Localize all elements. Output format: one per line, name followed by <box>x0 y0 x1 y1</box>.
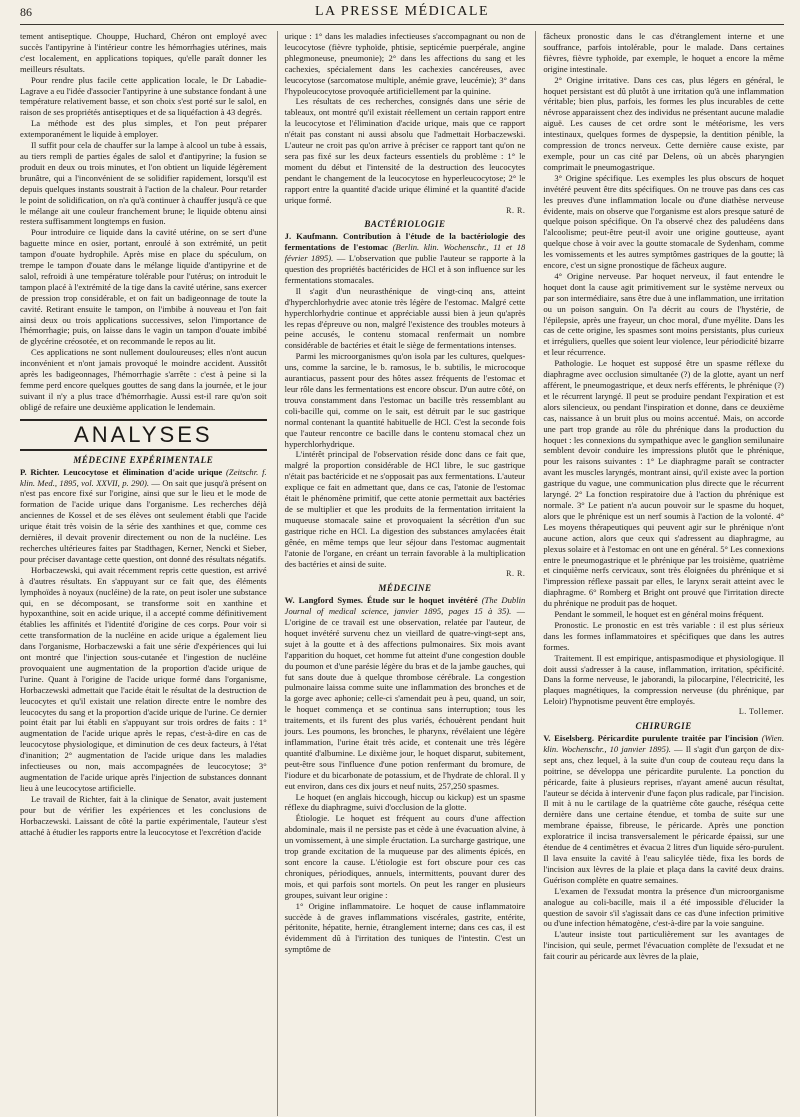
paragraph: 1° Origine inflammatoire. Le hoquet de cause inflammatoire succède à de graves inflammations viscérales, gastrite, entérite, péritonite, hépatite, hernie, étranglement interne; dans ces cas, il est évidemment dû à l'irritation des tuniques de l'intestin. C'est un symptôme de <box>284 900 526 955</box>
article-author: J. Kaufmann. <box>284 231 338 242</box>
paragraph: L'examen de l'exsudat montra la présence d'un microorganisme analogue au coli-bacille, mais il a été impossible d'élucider la question de savoir s'il s'agissait dans ce cas d'une infection primitive ou d'une infection hématogène, c'est-à-dire par la voie sanguine. <box>543 885 784 929</box>
paragraph: Le hoquet (en anglais hiccough, hiccup ou kickup) est un spasme réflexe du diaphragme, suivi d'occlusion de la glotte. <box>284 791 526 813</box>
paragraph: — L'observation que publie l'auteur se rapporte à la question des propriétés bactéricides de HCl et à son influence sur les fermentations stomacales. <box>284 253 526 285</box>
paragraph: Il suffit pour cela de chauffer sur la lampe à alcool un tube à essais, au tiers rempli de parties égales de salol et d'antipyrine; la fusion se produit en deux ou trois minutes, et l'on obtient un liquide légèrement brunâtre, qui a l'inconvénient de se solidifier rapidement, lorsqu'il est depuis quelques instants soustrait à l'action de la chaleur. Pour retarder le point de solidification, on n'a qu'à continuer à chauffer jusqu'à ce que le mélange ait une couleur franchement brune; le liquide obtenu ainsi restera suffisamment longtemps en fusion. <box>20 140 267 227</box>
article-source: (Berlin. klin. Wochenschr., 11 et 18 février 1895). <box>284 242 526 264</box>
article-title: Péricardite purulente traitée par l'incision <box>597 733 759 743</box>
paragraph: Ces applications ne sont nullement douloureuses; elles n'ont aucun inconvénient et n'ont jamais provoqué le moindre accident. Aussitôt après les badigeonnages, l'hémorrhagie s'arrête : c'est à peine si la femme perd encore quelques gouttes de sang dans la journée, et le jour suivant il n'y a plus trace d'hémorrhagie. Aussi est-il rare qu'on soit obligé de refaire une deuxième application le lendemain. <box>20 347 267 412</box>
article-heading <box>285 595 526 791</box>
subsection-heading: MÉDECINE <box>378 583 432 594</box>
section-title-analyses: ANALYSES <box>20 419 267 451</box>
article-heading <box>20 467 267 565</box>
column-left <box>20 31 267 1116</box>
article-author: V. Eiselsberg. <box>543 733 594 743</box>
paragraph: fâcheux pronostic dans le cas d'étranglement interne et une souffrance, parfois intolérable, pour le malade. Dans certaines fièvres, fièvre typhoïde, par exemple, le hoquet a encore la même origine intestinale. <box>543 31 784 74</box>
paragraph: 4° Origine nerveuse. Par hoquet nerveux, il faut entendre le hoquet dont la cause agit primitivement sur le système nerveux ou par son intermédiaire, sans être due à une inflammation, une irritation ou un poison sanguin. On l'a décrit au cours de l'hystérie, de l'épilepsie, après une frayeur, un choc moral, d'une myélite. Dans les cas de cette origine, les spasmes sont moins persistants, plus curieux et irréguliers, quelles que soient leur violence, leur périodicité bizarre et leur récurrence. <box>543 270 784 358</box>
paragraph: tement antiseptique. Chouppe, Huchard, Chéron ont employé avec succès l'antipyrine à l'intérieur contre les hémorrhagies utérines, mais c'est localement, en applications topiques, qu'elle paraît donner les meilleurs résultats. <box>20 31 267 74</box>
signature: L. Tollemer. <box>738 707 784 717</box>
column-right <box>535 31 784 1116</box>
article-author: W. Langford Symes. <box>284 595 363 606</box>
text-columns <box>20 31 784 1116</box>
article-heading <box>285 231 526 286</box>
paragraph: Traitement. Il est empirique, antispasmodique et physiologique. Il doit aussi s'adresser à la cause, inflammation, irritation, spécificité. Dans la forme nerveuse, le jaborandi, la pilocarpine, l'électricité, les plaques magnétiques, la compression nerveuse (du phrénique, par Leloir) l'hypnotisme peuvent être employés. <box>543 652 784 707</box>
paragraph: urique : 1° dans les maladies infectieuses s'accompagnant ou non de leucocytose (fièvre typhoïde, phtisie, septicémie puerpérale, angine phlegmoneuse, pneumonie); 2° dans les affections du sang et les cachexies, spécialement dans les cachexies cancéreuses, avec leucocytose (sarcomatose multiple, anémie grave, leucémie); 3° dans l'hypoleucocytose provoquée artificiellement par la quinine. <box>284 31 526 96</box>
article-heading <box>543 733 784 886</box>
paragraph: 3° Origine spécifique. Les exemples les plus obscurs de hoquet invétéré peuvent être dits spécifiques. On ne trouve pas dans ces cas les preuves d'une inflammation locale ou d'une diathèse nerveuse évidente, mais on observe que l'organisme est alors presque saturé de quelque poison spécifique. On l'a observé chez des paludéens dans l'alcoolisme; peut-être peut-il avoir une origine goutteuse, ayant quelque chose à voir avec la goutte stomacale de Sydenham, comme les vomissements et les autres symptômes gastriques de la goutte; là encore, c'est un signe pronostique de fâcheux augure. <box>543 172 784 271</box>
paragraph: — Il s'agit d'un garçon de dix-sept ans, chez lequel, à la suite d'un coup de couteau reçu dans la poitrine, se développa une péricardite purulente. La ponction du péricarde, faite à plusieurs reprises, n'ayant amené aucun résultat, l'auteur se décida à intervenir d'une façon plus radicale, par l'incision. Il mit à nu le cartilage de la quatrième côte gauche, réséqua cette dernière dans une certaine étendue, et tomba de suite sur une membrane épaisse, fibreuse, le péricarde. Après une ponction exploratrice il incisa transversalement le péricarde épaissi, sur une étendue de 4 centimètres et évacua 2 litres d'un liquide séro-purulent. Il lava ensuite la cavité à l'eau salicylée tiède, fixa les bords de l'incision aux lèvres de la plaie et plaça dans la cavité deux drains. Guérison complète en quatre semaines. <box>543 743 784 885</box>
article-title: Étude sur le hoquet invétéré <box>366 595 478 606</box>
page-number: 86 <box>20 5 32 19</box>
paragraph: — L'origine de ce travail est une observation, relatée par l'auteur, de hoquet invétéré survenu chez un vieillard de quatre-vingt-sept ans, sujet à la goutte et à des affections pulmonaires. Six mois avant l'apparition du hoquet, cet homme fut atteint d'une congestion double du poumon et d'une parésie légère du bras et de la jambe gauches, qui fut sans doute due à quelque thrombose cérébrale. La congestion pulmonaire laissa comme suite une inflammation des bronches et de la gorge avec aphonie; celle-ci s'amendait peu à peu, quand, un soir, le hoquet commença et se continua sans interruption; tous les traitements, et ils furent des plus variés, échouèrent pendant huit jours. Les poumons, les bronches, le pharynx, révélaient une légère inflammation, l'urine était très acide, et contenait une très légère quantité d'albumine. Le dixième jour, le hoquet disparut, subitement, peut-être sous l'influence d'une potion renfermant du bromure, de l'iodure et du bicarbonate de potassium, et de l'hydrate de chloral. Il y eut environ, dans ces dix jours et neuf nuits, 257,250 spasmes. <box>284 606 526 791</box>
subsection-heading: CHIRURGIE <box>635 721 692 732</box>
paragraph: La méthode est des plus simples, et l'on peut préparer extemporanément le liquide à employer. <box>20 118 267 140</box>
paragraph: Pour introduire ce liquide dans la cavité utérine, on se sert d'une baguette mince en osier, portant, enroulé à son extrémité, un petit tampon d'ouate hydrophile. Après mise en place du spéculum, on trempe le tampon d'ouate dans le mélange liquide d'antipyrine et de salol, refroidi à une température tolérable pour l'utérus; on introduit le tampon placé à l'extrémité de la tige dans la cavité utérine, sans exercer de pression trop considérable, et on fait un badigeonnage de toute la cavité. Retirant ensuite le tampon, on l'imbibe à nouveau et l'on fait ainsi deux ou trois applications successives, selon l'importance de l'hémorrhagie; puis, on laisse dans le vagin un tampon d'ouate imbibé de glycérine créosotée, et on recommande le repos au lit. <box>20 227 267 347</box>
article-source: (The Dublin Journal of medical science, janvier 1895, pages 15 à 35). <box>284 595 526 617</box>
page-header <box>20 0 784 25</box>
signature: R. R. <box>506 569 526 579</box>
paragraph: Il s'agit d'un neurasthénique de vingt-cinq ans, atteint d'hyperchlorhydrie avec atonie très légère de l'estomac. Malgré cette hyperchlorhydrie continue et appréciable aussi bien à jeun qu'après les repas d'épreuve ou non, malgré l'existence des troubles moteurs à peine accusés, le contenu stomacal renfermait un nombre considérable de bactéries et était le siège de fermentations intenses. <box>284 285 526 351</box>
paragraph: Pour rendre plus facile cette application locale, le Dr Labadie-Lagrave a eu l'idée d'associer l'antipyrine à une substance fondant à une température relativement basse, et son choix s'est porté sur le salol, en raison de ses propriétés antiseptiques et de sa liquéfaction à 43 degrés. <box>20 74 267 118</box>
subsection-heading: BACTÉRIOLOGIE <box>364 219 446 230</box>
paragraph: Les résultats de ces recherches, consignés dans une série de tableaux, ont montré qu'il existait réellement un certain rapport entre la leucocytose et l'élimination d'acide urique, mais que ce rapport n'était pas constant ni aussi absolu que l'admettait Horbaczewski. L'auteur ne croit pas qu'on arrive à préciser ce rapport tant qu'on ne sera pas fixé sur les deux facteurs essentiels du problème : 1° le moment du début et l'intensité de la destruction des leucocytes pendant le changement de la leucocytose en hyperleucocytose; 2° le rapport entre la quantité d'acide urique éliminé et la quantité d'acide urique formé. <box>284 96 526 205</box>
paragraph: Pendant le sommeil, le hoquet est en général moins fréquent. <box>554 609 764 620</box>
article-source: (Wien. klin. Wochenschr., 10 janvier 1895). <box>543 733 784 754</box>
paragraph: Pathologie. Le hoquet est supposé être un spasme réflexe du diaphragme avec occlusion simultanée (?) de la glotte, ayant un nerf afférent, le pneumogastrique, et deux nerfs efférents, le phrénique (?) et le récurrent laryngé. Il peut se produire pendant l'expiration et est alors silencieux, ou pendant l'inspiration et donne, dans ce deuxième cas, naissance à un bruit plus ou moins accentué. Mais, on accorde une part trop grande au rôle du phrénique dans la production du hoquet : les connexions du sympathique avec le ganglion semilunaire semblent devoir conduire les impressions plutôt que le phrénique, pour les raisons suivantes : 1° Le diaphragme paraît se contracter avant les muscles laryngés, montrant ainsi, qu'il existe avec la portion gastrique du vague, une communication plus directe que le récurrent laryngé. 2° La fonction respiratoire due à l'action du phrénique est normale. 3° Le patient n'a aucun pouvoir sur le spasme du hoquet, alors que le phrénique est un nerf soumis à l'action de la volonté. 4° Les moyens thérapeutiques qui peuvent agir sur le phrénique n'ont aucune action, alors que ceux qui s'adressent au diaphragme, au plexus solaire et à l'estomac en ont une en général. 5° Les connexions entre le pneumogastrique et le phrénique par les troisième, quatrième et cinquième nerfs cervicaux, sont très éloignées du phrénique et si l'impression réflexe passait par elles, le larynx serait atteint avec le diaphragme. 6° Romberg et Bright ont prouvé que l'irritation directe du phrénique ne produit pas de hoquet. <box>543 358 784 609</box>
paragraph: Horbaczewski, qui avait récemment repris cette question, est arrivé à d'autres résultats. En s'appuyant sur ce fait que, des éléments lymphoïdes à noyaux (nucléine) de la rate, on peut isoler une substance qui, en se décomposant, se transforme soit en xanthine et hypoxanthine, soit en acide urique, il a accepté comme définitivement établies les affinités et l'identité d'origine de ces corps. Pour voir si cette transformation de la nucléine en acide urique a également lieu dans l'organisme, Horbaczewski a fait une série d'expériences qui lui ont montré que l'injection sous-cutanée et l'ingestion de nucléine provoquaient une augmentation de la proportion d'acide urique de l'urine. Quant à l'origine de l'acide urique formé dans l'organisme, Horbaczewski admettait que l'acide était le résultat de la destruction de leucocytes et qu'il existait une relation directe entre le nombre des leucocytes du sang et la proportion d'acide urique de l'urine. Ce dernier point était par lui établi en s'appuyant sur trois ordres de faits : 1° augmentation de l'acide urique après le repas, c'est-à-dire en cas de leucocytose physiologique, et diminution de ces deux facteurs, à l'état d'inanition; 2° augmentation de l'acide urique dans les maladies infectieuses ou non, mais accompagnées de leucocytose; 3° augmentation de l'acide urique après l'injection de substances donnant lieu à une leucocytose artificielle. <box>20 564 267 793</box>
paragraph: L'intérêt principal de l'observation réside donc dans ce fait que, malgré la proportion considérable de HCl libre, le suc gastrique n'était pas bactéricide et ne s'opposait pas aux fermentations. L'auteur explique ce fait en admettant que, dans ce cas, l'atonie de l'estomac était le phénomène primitif, que cette atonie permettait aux bactéries de se multiplier et que les produits de la fermentation irritaient la muqueuse stomacale saine et provoquaient la sécrétion d'un suc gastrique riche en HCl. La digestion des substances amylacées était gênée, en même temps que leur séjour dans l'estomac augmentait l'atonie de l'organe, en créant un terrain favorable à la multiplication des bactéries et ainsi de suite. <box>284 449 526 569</box>
subsection-heading: MÉDECINE EXPÉRIMENTALE <box>73 454 214 465</box>
column-middle <box>277 31 526 1116</box>
paragraph: 2° Origine irritative. Dans ces cas, plus légers en général, le hoquet persistant est dû plutôt à une irritation qu'à une inflammation véritable; bien plus, parfois, les formes les plus incurables de cette névrose apparaissent chez des individus ne présentant aucune maladie aiguë. Les causes de cet ordre sont le météorisme, les vers intestinaux, quelques formes de dyspepsie, la dentition pénible, la compression de troncs nerveux. Cette dernière cause existe, par exemple, pour un cas cité par Delens, où un abcès pharyngien comprimait le pneumogastrique. <box>543 74 784 172</box>
article-title: Contribution à l'étude de la bactériologie des fermentations de l'estomac <box>284 231 526 253</box>
paragraph: Le travail de Richter, fait à la clinique de Senator, avait justement pour but de vérifier les expériences et les conclusions de Horbaczewski. Laissant de côté la partie expérimentale, l'auteur s'est attaché à étudier les rapports entre la leucocytose et l'excrétion d'acide <box>20 793 267 837</box>
paragraph: Étiologie. Le hoquet est fréquent au cours d'une affection abdominale, mais il ne persiste pas et cède à une évacuation alvine, à un vomissement, à une simple éructation. La surcharge gastrique, une trop grande excitation de la muqueuse par des aliments épicés, en sont encore la cause. L'étiologie est fort obscure pour ces cas chroniques, périodiques, annuels, intermittents, pouvant durer des mois, et qui parfois sont mortels. On peut les ranger en plusieurs groupes, suivant leur origine : <box>284 813 526 900</box>
running-title: LA PRESSE MÉDICALE <box>314 4 489 19</box>
paragraph: L'auteur insiste tout particulièrement sur les avantages de l'incision, qui seule, permet l'évacuation complète de l'exsudat et ne fait courir au péricarde aux lèvres de la plaie, <box>543 929 784 962</box>
article-source: (Zeitschr. f. klin. Med., 1895, vol. XXVII, p. 290). <box>20 466 267 488</box>
article-author: P. Richter. <box>20 466 60 477</box>
paragraph: Pronostic. Le pronostic en est très variable : il est plus sérieux dans les formes inflammatoires et spécifiques que dans les autres formes. <box>543 619 784 652</box>
paragraph: — On sait que jusqu'à présent on n'est pas encore fixé sur l'origine, ainsi que sur le lieu et le mode de formation de l'acide urique dans l'organisme. Les recherches déjà anciennes de Kossel et de ses élèves ont seulement établi que l'acide urique était très voisin de la série des xanthines et que, comme ces dernières, il devait provenir directement ou non de la nucléine. Les recherches ultérieures faites par Stadthagen, Kerner, Nencki et Sieber, pour préciser davantage cette question, ont donné des résultats négatifs. <box>20 477 267 564</box>
signature: R. R. <box>506 205 526 215</box>
paragraph: Parmi les microorganismes qu'on isola par les cultures, quelques-uns, comme la sarcine, le b. ramosus, le b. subtilis, le microcoque aurantiacus, passent pour des hôtes assez fréquents de l'estomac et leur rôle dans les fermentations est encore obscur. D'un autre côté, on trouva constamment dans l'estomac un bacille très ressemblant au coli-bacille qui, comme on le sait, est détruit par le suc gastrique normal contenant la quantité habituelle de HCl. C'est la seconde fois que l'auteur rencontre ce bacille dans le contenu stomacal chez un hyperchlorhydrique. <box>284 351 526 449</box>
article-title: Leucocytose et élimination d'acide urique <box>63 466 223 477</box>
